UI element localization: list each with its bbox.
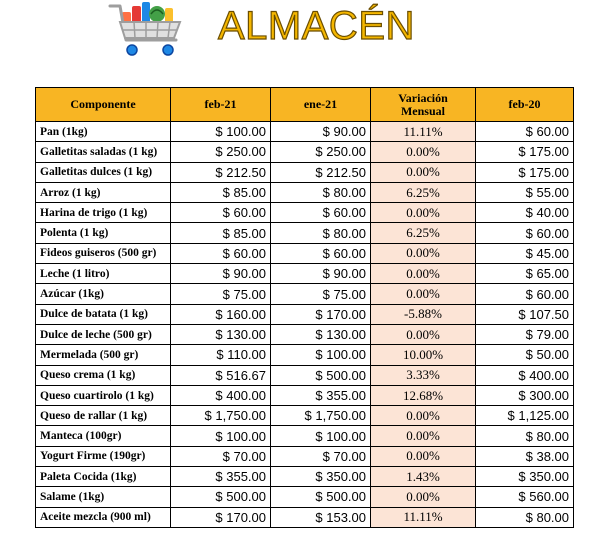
component-cell: Dulce de batata (1 kg) xyxy=(36,304,171,324)
component-cell: Galletitas dulces (1 kg) xyxy=(36,162,171,182)
table-row xyxy=(36,142,574,162)
price-cell: $ 85.00 xyxy=(171,223,271,243)
price-cell: $ 90.00 xyxy=(171,264,271,284)
price-cell: $ 90.00 xyxy=(271,122,371,142)
price-cell: $ 80.00 xyxy=(271,182,371,202)
column-header: Componente xyxy=(36,88,171,122)
price-cell: $ 80.00 xyxy=(476,507,574,527)
page-title: ALMACÉN xyxy=(218,4,415,48)
component-cell: Queso de rallar (1 kg) xyxy=(36,406,171,426)
table-row xyxy=(36,223,574,243)
table-row xyxy=(36,182,574,202)
price-cell: $ 80.00 xyxy=(476,426,574,446)
variation-cell: 0.00% xyxy=(371,487,476,507)
price-cell: $ 170.00 xyxy=(271,304,371,324)
price-table xyxy=(35,87,574,528)
price-cell: $ 60.00 xyxy=(171,203,271,223)
table-row xyxy=(36,304,574,324)
price-cell: $ 500.00 xyxy=(171,487,271,507)
price-cell: $ 110.00 xyxy=(171,345,271,365)
variation-cell: 0.00% xyxy=(371,426,476,446)
table-row xyxy=(36,203,574,223)
price-cell: $ 1,750.00 xyxy=(171,406,271,426)
variation-cell: 0.00% xyxy=(371,324,476,344)
table-row xyxy=(36,284,574,304)
component-cell: Azúcar (1kg) xyxy=(36,284,171,304)
price-cell: $ 212.50 xyxy=(171,162,271,182)
price-cell: $ 516.67 xyxy=(171,365,271,385)
component-cell: Salame (1kg) xyxy=(36,487,171,507)
price-cell: $ 560.00 xyxy=(476,487,574,507)
variation-cell: 0.00% xyxy=(371,203,476,223)
price-cell: $ 355.00 xyxy=(271,385,371,405)
price-cell: $ 85.00 xyxy=(171,182,271,202)
price-cell: $ 70.00 xyxy=(271,446,371,466)
column-header: feb-20 xyxy=(476,88,574,122)
variation-cell: 10.00% xyxy=(371,345,476,365)
price-cell: $ 500.00 xyxy=(271,365,371,385)
component-cell: Galletitas saladas (1 kg) xyxy=(36,142,171,162)
price-cell: $ 79.00 xyxy=(476,324,574,344)
variation-cell: -5.88% xyxy=(371,304,476,324)
variation-cell: 0.00% xyxy=(371,142,476,162)
component-cell: Dulce de leche (500 gr) xyxy=(36,324,171,344)
price-cell: $ 355.00 xyxy=(171,467,271,487)
column-header: feb-21 xyxy=(171,88,271,122)
table-row xyxy=(36,243,574,263)
price-cell: $ 55.00 xyxy=(476,182,574,202)
price-cell: $ 60.00 xyxy=(271,243,371,263)
price-cell: $ 400.00 xyxy=(476,365,574,385)
variation-cell: 1.43% xyxy=(371,467,476,487)
price-cell: $ 60.00 xyxy=(476,284,574,304)
table-row xyxy=(36,507,574,527)
price-cell: $ 350.00 xyxy=(476,467,574,487)
table-row xyxy=(36,406,574,426)
variation-cell: 0.00% xyxy=(371,446,476,466)
table-row xyxy=(36,446,574,466)
variation-cell: 6.25% xyxy=(371,223,476,243)
variation-cell: 6.25% xyxy=(371,182,476,202)
price-cell: $ 212.50 xyxy=(271,162,371,182)
price-cell: $ 175.00 xyxy=(476,162,574,182)
price-cell: $ 60.00 xyxy=(271,203,371,223)
variation-cell: 0.00% xyxy=(371,243,476,263)
table-row xyxy=(36,426,574,446)
variation-cell: 0.00% xyxy=(371,162,476,182)
price-cell: $ 130.00 xyxy=(271,324,371,344)
component-cell: Fideos guiseros (500 gr) xyxy=(36,243,171,263)
price-cell: $ 1,750.00 xyxy=(271,406,371,426)
price-cell: $ 153.00 xyxy=(271,507,371,527)
price-cell: $ 175.00 xyxy=(476,142,574,162)
variation-cell: 0.00% xyxy=(371,284,476,304)
table-row xyxy=(36,264,574,284)
component-cell: Paleta Cocida (1kg) xyxy=(36,467,171,487)
price-cell: $ 100.00 xyxy=(171,426,271,446)
table-row xyxy=(36,345,574,365)
table-row xyxy=(36,162,574,182)
component-cell: Manteca (100gr) xyxy=(36,426,171,446)
table-header-row xyxy=(36,88,574,122)
price-cell: $ 100.00 xyxy=(171,122,271,142)
variation-cell: 12.68% xyxy=(371,385,476,405)
price-cell: $ 80.00 xyxy=(271,223,371,243)
component-cell: Leche (1 litro) xyxy=(36,264,171,284)
variation-cell: 11.11% xyxy=(371,507,476,527)
variation-cell: 11.11% xyxy=(371,122,476,142)
component-cell: Queso cuartirolo (1 kg) xyxy=(36,385,171,405)
price-cell: $ 100.00 xyxy=(271,345,371,365)
column-header: Variación Mensual xyxy=(371,88,476,122)
price-cell: $ 400.00 xyxy=(171,385,271,405)
table-row xyxy=(36,122,574,142)
table-row xyxy=(36,467,574,487)
component-cell: Arroz (1 kg) xyxy=(36,182,171,202)
price-cell: $ 60.00 xyxy=(476,223,574,243)
component-cell: Pan (1kg) xyxy=(36,122,171,142)
variation-cell: 0.00% xyxy=(371,264,476,284)
price-cell: $ 90.00 xyxy=(271,264,371,284)
price-cell: $ 50.00 xyxy=(476,345,574,365)
component-cell: Queso crema (1 kg) xyxy=(36,365,171,385)
price-cell: $ 1,125.00 xyxy=(476,406,574,426)
price-cell: $ 40.00 xyxy=(476,203,574,223)
price-cell: $ 45.00 xyxy=(476,243,574,263)
price-cell: $ 300.00 xyxy=(476,385,574,405)
price-cell: $ 250.00 xyxy=(271,142,371,162)
component-cell: Polenta (1 kg) xyxy=(36,223,171,243)
component-cell: Mermelada (500 gr) xyxy=(36,345,171,365)
price-cell: $ 350.00 xyxy=(271,467,371,487)
table-row xyxy=(36,365,574,385)
component-cell: Yogurt Firme (190gr) xyxy=(36,446,171,466)
component-cell: Aceite mezcla (900 ml) xyxy=(36,507,171,527)
table-row xyxy=(36,324,574,344)
column-header: ene-21 xyxy=(271,88,371,122)
table-row xyxy=(36,385,574,405)
price-cell: $ 60.00 xyxy=(171,243,271,263)
price-cell: $ 75.00 xyxy=(271,284,371,304)
price-cell: $ 250.00 xyxy=(171,142,271,162)
price-cell: $ 170.00 xyxy=(171,507,271,527)
table-body xyxy=(36,122,574,528)
price-cell: $ 75.00 xyxy=(171,284,271,304)
shopping-cart-icon xyxy=(108,0,188,66)
price-cell: $ 100.00 xyxy=(271,426,371,446)
table-row xyxy=(36,487,574,507)
price-cell: $ 38.00 xyxy=(476,446,574,466)
price-cell: $ 65.00 xyxy=(476,264,574,284)
component-cell: Harina de trigo (1 kg) xyxy=(36,203,171,223)
variation-cell: 3.33% xyxy=(371,365,476,385)
price-cell: $ 500.00 xyxy=(271,487,371,507)
price-cell: $ 130.00 xyxy=(171,324,271,344)
price-cell: $ 160.00 xyxy=(171,304,271,324)
variation-cell: 0.00% xyxy=(371,406,476,426)
price-cell: $ 60.00 xyxy=(476,122,574,142)
price-cell: $ 107.50 xyxy=(476,304,574,324)
price-cell: $ 70.00 xyxy=(171,446,271,466)
